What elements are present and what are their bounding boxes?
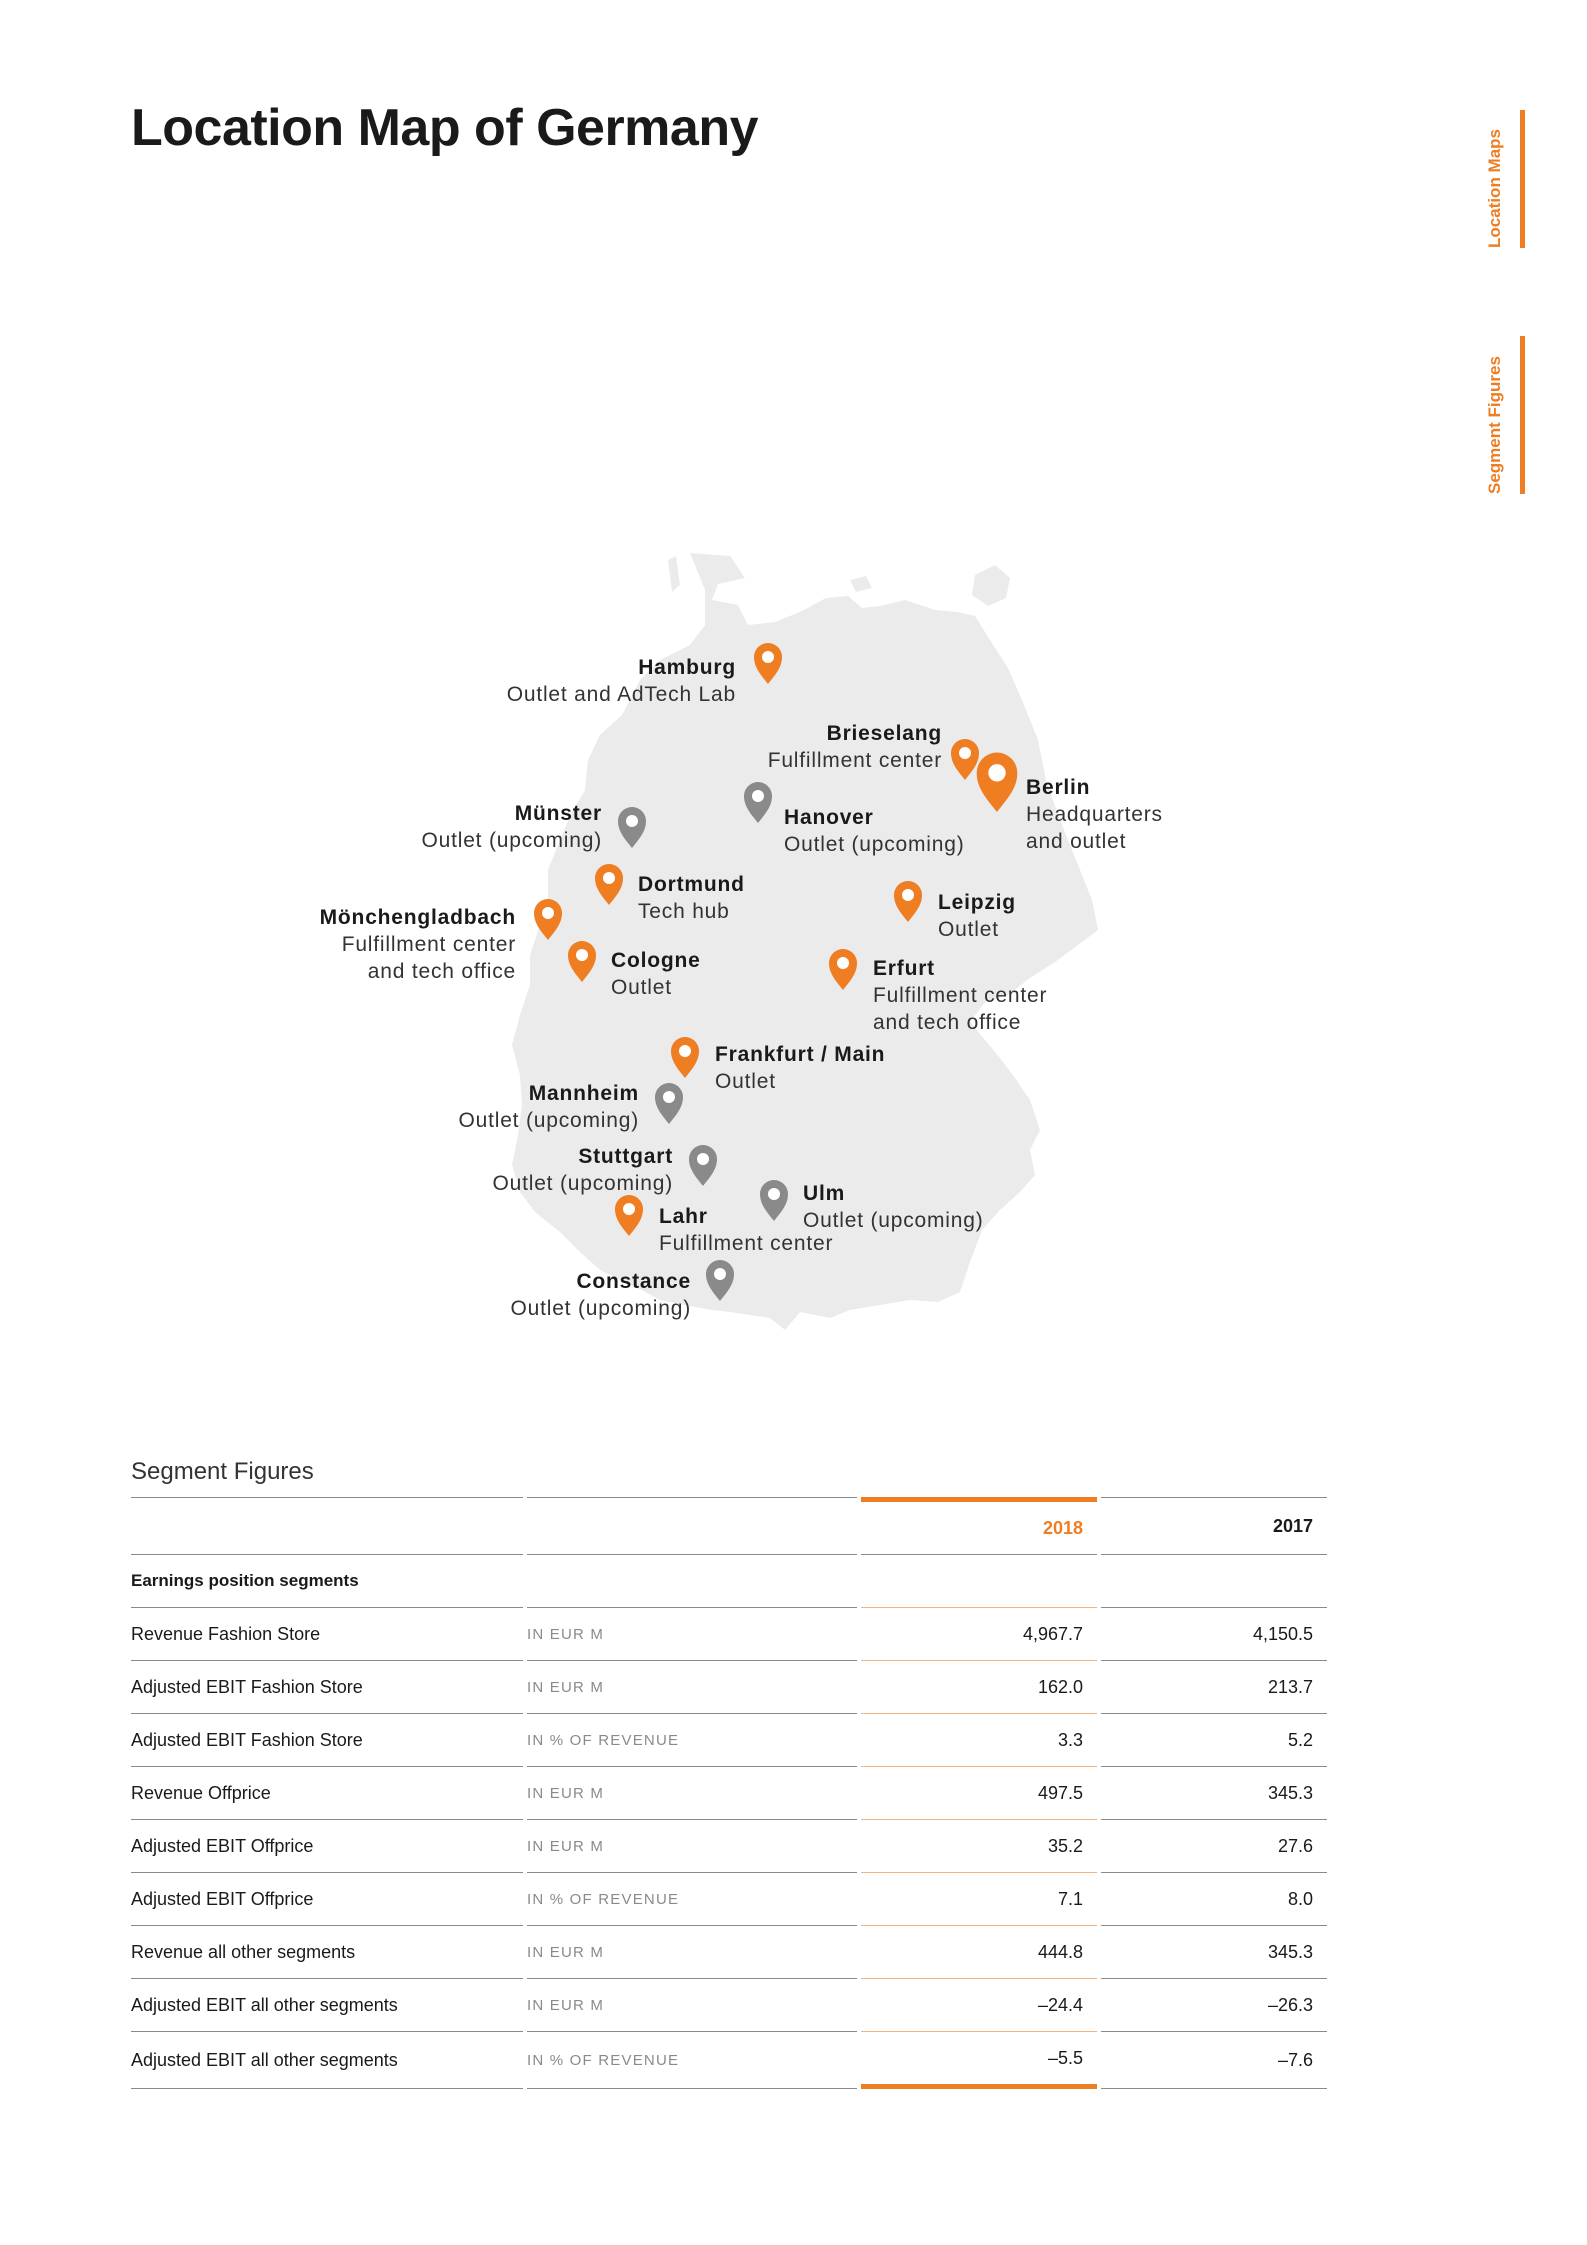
location-desc: Fulfillment center: [341, 933, 516, 956]
location-name: Dortmund: [638, 873, 745, 896]
location-hamburg: [507, 654, 736, 708]
location-name: Cologne: [611, 949, 701, 972]
location-name: Stuttgart: [578, 1145, 673, 1168]
location-frankfurt: [715, 1041, 885, 1095]
location-lahr: [659, 1203, 833, 1257]
row-unit: IN EUR M: [527, 1979, 857, 2032]
row-value-2017: 345.3: [1101, 1926, 1327, 1979]
segment-figures-table: [127, 1497, 1331, 2089]
location-desc: Outlet and AdTech Lab: [506, 683, 736, 706]
row-value-2017: 213.7: [1101, 1661, 1327, 1714]
row-value-2018: 3.3: [861, 1714, 1097, 1767]
header-empty-unit: [527, 1497, 857, 1555]
location-name: Constance: [576, 1270, 691, 1293]
row-label: Revenue all other segments: [131, 1926, 523, 1979]
row-label: Adjusted EBIT Offprice: [131, 1873, 523, 1926]
location-desc: Outlet (upcoming): [784, 833, 965, 856]
location-desc: Outlet (upcoming): [803, 1209, 984, 1232]
row-value-2018: 444.8: [861, 1926, 1097, 1979]
location-desc: Outlet (upcoming): [421, 829, 602, 852]
location-name: Hanover: [784, 806, 874, 829]
location-stuttgart: [492, 1143, 673, 1197]
row-label: Adjusted EBIT Fashion Store: [131, 1661, 523, 1714]
location-berlin: [1026, 774, 1163, 855]
header-year-2018: 2018: [861, 1497, 1097, 1555]
location-name: Frankfurt / Main: [715, 1043, 886, 1066]
row-label: Adjusted EBIT Fashion Store: [131, 1714, 523, 1767]
location-name: Mannheim: [528, 1082, 639, 1105]
location-dortmund: [638, 871, 745, 925]
location-name: Mönchengladbach: [319, 906, 516, 929]
location-desc: Fulfillment center: [659, 1232, 834, 1255]
location-cologne: [611, 947, 701, 1001]
row-value-2018: 497.5: [861, 1767, 1097, 1820]
island-ruegen: [972, 565, 1010, 606]
location-leipzig: [938, 889, 1016, 943]
location-hanover: [784, 804, 965, 858]
location-name: Lahr: [659, 1205, 708, 1228]
row-unit: IN EUR M: [527, 1608, 857, 1661]
row-unit: IN % OF REVENUE: [527, 2032, 857, 2089]
group-label: Earnings position segments: [131, 1555, 523, 1608]
page-title: Location Map of Germany: [131, 99, 759, 157]
location-name: Erfurt: [873, 957, 935, 980]
table-row: [131, 1820, 1327, 1873]
table-row: [131, 1767, 1327, 1820]
location-moenchengladbach: [320, 904, 516, 985]
location-name: Leipzig: [938, 891, 1016, 914]
table-row: [131, 1608, 1327, 1661]
table-row: [131, 1661, 1327, 1714]
table-row: [131, 1926, 1327, 1979]
row-label: Adjusted EBIT all other segments: [131, 2032, 523, 2089]
side-tab-location-maps-label[interactable]: Location Maps: [1485, 128, 1504, 248]
row-unit: IN EUR M: [527, 1661, 857, 1714]
row-label: Adjusted EBIT all other segments: [131, 1979, 523, 2032]
row-unit: IN EUR M: [527, 1926, 857, 1979]
location-desc: Outlet: [715, 1070, 776, 1093]
row-value-2017: 5.2: [1101, 1714, 1327, 1767]
row-value-2018: 162.0: [861, 1661, 1097, 1714]
row-value-2018: 7.1: [861, 1873, 1097, 1926]
table-row: [131, 1873, 1327, 1926]
location-desc: Outlet (upcoming): [510, 1297, 691, 1320]
row-value-2017: –26.3: [1101, 1979, 1327, 2032]
row-label: Revenue Offprice: [131, 1767, 523, 1820]
location-desc: Outlet (upcoming): [492, 1172, 673, 1195]
row-value-2018: –5.5: [861, 2032, 1097, 2089]
island-sylt: [668, 556, 680, 592]
segment-figures-title: Segment Figures: [131, 1458, 314, 1485]
location-desc: and tech office: [873, 1011, 1022, 1034]
row-value-2018: 4,967.7: [861, 1608, 1097, 1661]
location-muenster: [421, 800, 602, 854]
island-fehmarn: [850, 576, 872, 592]
row-value-2017: 345.3: [1101, 1767, 1327, 1820]
table-row: [131, 2032, 1327, 2089]
location-name: Brieselang: [826, 722, 942, 745]
row-unit: IN EUR M: [527, 1820, 857, 1873]
location-name: Münster: [514, 802, 602, 825]
table-row: [131, 1979, 1327, 2032]
header-empty-label: [131, 1497, 523, 1555]
location-desc: Tech hub: [638, 900, 730, 923]
row-label: Adjusted EBIT Offprice: [131, 1820, 523, 1873]
location-name: Hamburg: [638, 656, 736, 679]
location-desc: Headquarters: [1026, 803, 1163, 826]
location-desc: Fulfillment center: [767, 749, 942, 772]
location-desc: Fulfillment center: [873, 984, 1048, 1007]
side-tab-location-maps[interactable]: [1520, 110, 1525, 248]
location-name: Ulm: [803, 1182, 846, 1205]
row-value-2017: 8.0: [1101, 1873, 1327, 1926]
location-brieselang: [768, 720, 942, 774]
location-mannheim: [458, 1080, 639, 1134]
table-group-row: [131, 1555, 1327, 1608]
row-value-2018: 35.2: [861, 1820, 1097, 1873]
table-row: [131, 1714, 1327, 1767]
location-desc: Outlet: [611, 976, 672, 999]
location-desc: Outlet (upcoming): [458, 1109, 639, 1132]
row-unit: IN EUR M: [527, 1767, 857, 1820]
row-label: Revenue Fashion Store: [131, 1608, 523, 1661]
location-desc: Outlet: [938, 918, 999, 941]
location-desc: and tech office: [367, 960, 516, 983]
side-tab-segment-figures[interactable]: [1520, 336, 1525, 494]
table-header-row: [131, 1497, 1327, 1555]
location-desc: and outlet: [1026, 830, 1127, 853]
location-constance: [510, 1268, 691, 1322]
location-erfurt: [873, 955, 1047, 1036]
row-value-2017: 4,150.5: [1101, 1608, 1327, 1661]
row-value-2018: –24.4: [861, 1979, 1097, 2032]
row-value-2017: –7.6: [1101, 2032, 1327, 2089]
header-year-2017: 2017: [1101, 1497, 1327, 1555]
location-name: Berlin: [1026, 776, 1091, 799]
row-unit: IN % OF REVENUE: [527, 1873, 857, 1926]
side-tab-segment-figures-label[interactable]: Segment Figures: [1485, 356, 1504, 494]
row-unit: IN % OF REVENUE: [527, 1714, 857, 1767]
row-value-2017: 27.6: [1101, 1820, 1327, 1873]
